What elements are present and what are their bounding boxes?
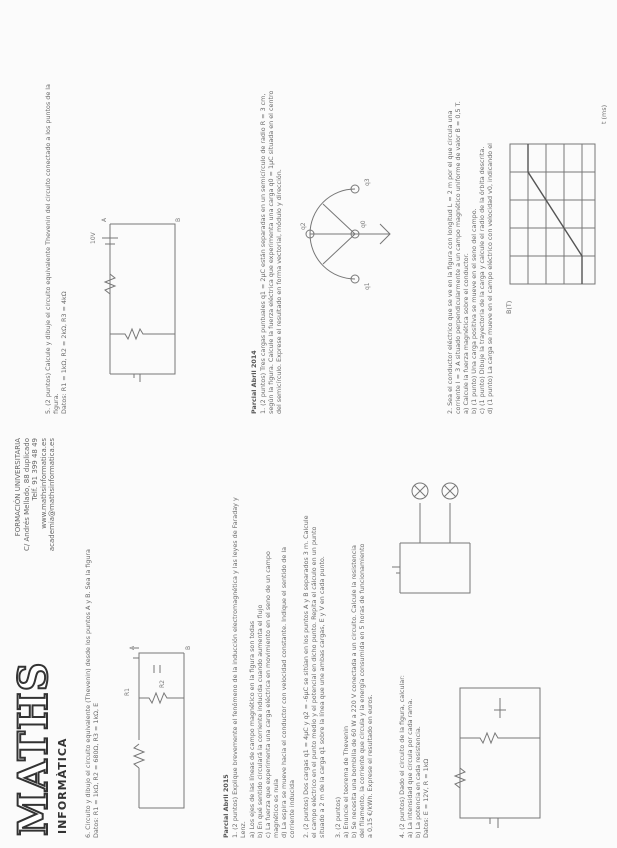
header-line: www.mathsinformatica.es <box>39 438 48 529</box>
question-1-line: b) En qué sentido circulará la corriente inducida cuando aumenta el flujo <box>256 604 264 838</box>
problem-5-line: figura. <box>52 393 60 414</box>
header-line: Telf. 91 399 48 49 <box>31 438 39 501</box>
circuit-label: B <box>185 645 192 650</box>
question-2-line: 2. (2 puntos) Dos cargas q1 = 4μC y q2 = -6μC se sitúan en los puntos A y B separados 3 m. Calcule <box>302 515 310 838</box>
question-2-line: corriente I = 3 A situado perpendicularmente a un campo magnético uniforme de valor B = 0,5 T. <box>454 101 462 414</box>
problem-6-line: 6. Circuito y dibujo el circuito equivalente (Thevenin) desde los puntos A y B. Sea la figura <box>84 549 92 838</box>
question-1-line: a) Los ejes de las líneas de campo magnético en la figura son todas <box>248 620 256 838</box>
graph-axis-label: t (ms) <box>600 104 608 124</box>
circuit-label: A <box>101 217 108 222</box>
header-line: C/ Andrés Mellado, 88 duplicado <box>22 438 31 551</box>
question-2-line: b) (1 punto) Una carga positiva se mueve en el seno del campo. <box>470 208 478 414</box>
question-1-line: d) La espira se mueve hacia el conductor con velocidad constante. Indique el sentido de la <box>280 546 288 838</box>
question-4-line: b) La potencia en cada resistencia. <box>414 726 422 838</box>
left-column <box>0 424 617 848</box>
question-1-line: del semicírculo. Exprese el resultado en forma vectorial, módulo y dirección. <box>275 169 283 414</box>
problem-5-line: 5. (2 puntos) Calcule y dibuje el circuito equivalente Thevenin del circuito conectado a los puntos de la <box>44 84 52 414</box>
thevenin-circuit-figure <box>104 618 194 818</box>
circuit-label: R2 <box>159 680 166 688</box>
question-3-line: del filamento, la corriente que circula y la energía consumida en 5 horas de funcionamiento <box>358 543 366 838</box>
question-1-line: según la figura. Calcule la fuerza eléctrica que experimenta una carga q0 = 1μC situada en el centro <box>267 90 275 414</box>
header-line: FORMACIÓN UNIVERSITARIA <box>14 438 22 537</box>
exam-section-title: Parcial Abril 2014 <box>250 350 258 414</box>
logo-maths: MATHS <box>10 661 57 836</box>
charge-label: q0 <box>360 220 367 228</box>
bulb-circuit-figure <box>380 453 490 603</box>
question-2-line: c) (1 punto) Dibuje la trayectoria de la carga y calcule el radio de la órbita descrita. <box>478 146 486 414</box>
graph-axis-label: B(T) <box>505 300 513 314</box>
question-4-line: a) La intensidad que circula por cada rama. <box>406 698 414 838</box>
semicircle-charges-figure <box>285 154 405 304</box>
charge-label: q2 <box>300 222 307 230</box>
problem-6-line: Datos: R1 = 1kΩ, R2 = 680Ω, R3 = 1kΩ, E <box>92 702 100 838</box>
circuit-label: R1 <box>124 688 131 696</box>
circuit-label: 10V <box>90 232 97 244</box>
circuit-label: A <box>129 645 136 650</box>
exam-section-title: Parcial Abril 2015 <box>222 774 230 838</box>
question-2-line: a) Calcule la fuerza magnética sobre el conductor. <box>462 253 470 414</box>
logo-informatica: INFORMÀTICA <box>56 737 69 834</box>
question-1-line: corriente inducida <box>288 780 296 838</box>
question-3-line: 3. (2 puntos) <box>334 796 342 838</box>
header-line: academia@mathsinformatica.es <box>48 438 56 552</box>
resistor-network-figure <box>440 668 560 828</box>
question-4-line: Datos: E = 12V, R = 1kΩ <box>422 758 430 838</box>
charge-label: q1 <box>364 282 371 290</box>
question-4-line: 4. (2 puntos) Dado el circuito de la figura, calcular: <box>398 675 406 838</box>
question-2-line: 2. Sea el conductor eléctrico que se ve en la figura con longitud L = 2 m por el que circula una <box>446 110 454 414</box>
question-1-line: c) La fuerza que experimenta una carga eléctrica en movimiento en el seno de un campo <box>264 551 272 838</box>
question-3-line: a) Enuncie el teorema de Thevenin <box>342 725 350 838</box>
question-1-line: 1. (2 puntos) Explique brevemente el fenómeno de la inducción electromagnética y las leyes de Faraday y <box>231 497 239 838</box>
question-2-line: el campo eléctrico en el punto medio y el potencial en dicho punto. Repita el cálculo en un punto <box>310 526 318 838</box>
charge-label: q3 <box>364 178 371 186</box>
question-1-line: 1. (2 puntos) Tres cargas puntuales q1 = 2μC están separadas en un semicírculo de radio R = 3 cm, <box>259 93 267 414</box>
problem-5-line: Datos: R1 = 1kΩ, R2 = 2kΩ, R3 = 4kΩ <box>60 291 68 414</box>
academy-header <box>14 438 57 551</box>
magnetic-field-graph-figure <box>500 124 610 304</box>
question-2-line: d) (1 punto) La carga se mueve en el campo eléctrico con velocidad v0, indicando el <box>486 143 494 414</box>
circuit-label: B <box>175 217 182 222</box>
question-3-line: a 0,15 €/kWh. Exprese el resultado en euros. <box>366 694 374 838</box>
question-1-line: Lenz. <box>239 821 247 838</box>
question-3-line: b) Se necesita una bombilla de 60 W a 220 V conectada a un circuito. Calcule la resistencia <box>350 545 358 838</box>
question-1-line: magnético es nula <box>272 778 280 838</box>
problem-5-circuit-figure <box>80 194 190 394</box>
question-2-line: situado a 2 m de la carga q1 sobre la línea que une ambas cargas, E y V en cada punto. <box>318 556 326 838</box>
